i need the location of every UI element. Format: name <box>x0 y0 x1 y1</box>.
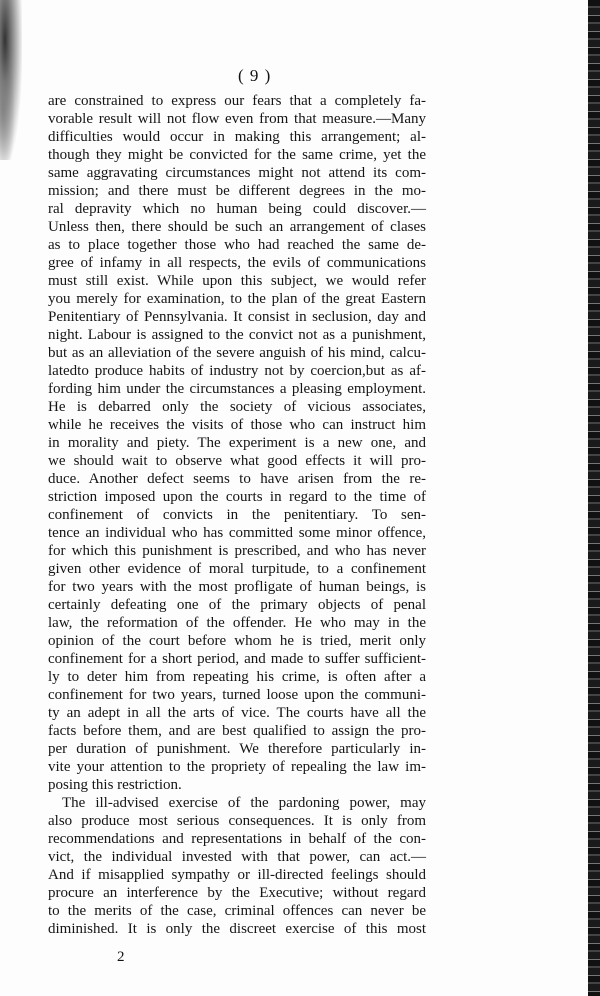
text-line: posing this restriction. <box>48 777 182 793</box>
text-line: ral depravity which no human being could discover.— <box>48 201 426 217</box>
text-line: ly to deter him from repeating his crime, is often after a <box>48 669 426 685</box>
text-line: are constrained to express our fears that a completely fa- <box>48 93 426 109</box>
text-line: mission; and there must be different degrees in the mo- <box>48 183 426 199</box>
body-text <box>48 92 426 938</box>
text-line: given other evidence of moral turpitude, to a confinement <box>48 561 426 577</box>
text-line: night. Labour is assigned to the convict not as a punishment, <box>48 327 426 343</box>
scan-edge-left <box>0 0 22 160</box>
scan-edge-right <box>588 0 600 996</box>
text-line: though they might be convicted for the same crime, yet the <box>48 147 426 163</box>
text-line: gree of infamy in all respects, the evils of communications <box>48 255 426 271</box>
text-line: as to place together those who had reached the same de- <box>48 237 426 253</box>
text-line: The ill-advised exercise of the pardoning power, may <box>62 795 426 811</box>
text-line: also produce most serious consequences. It is only from <box>48 813 426 829</box>
text-line: Unless then, there should be such an arrangement of clases <box>48 219 426 235</box>
text-line: duce. Another defect seems to have arisen from the re- <box>48 471 426 487</box>
text-line: vorable result will not flow even from that measure.—Many <box>48 111 426 127</box>
page-number: ( 9 ) <box>238 66 272 85</box>
text-line: certainly defeating one of the primary objects of penal <box>48 597 426 613</box>
text-line: ty an adept in all the arts of vice. The courts have all the <box>48 705 426 721</box>
text-line: recommendations and representations in behalf of the con- <box>48 831 426 847</box>
text-line: confinement of convicts in the penitentiary. To sen- <box>48 507 426 523</box>
text-line: fording him under the circumstances a pleasing employment. <box>48 381 426 397</box>
text-line: per duration of punishment. We therefore particularly in- <box>48 741 426 757</box>
text-line: for which this punishment is prescribed, and who has never <box>48 543 426 559</box>
text-line: diminished. It is only the discreet exercise of this most <box>48 921 426 937</box>
text-line: you merely for examination, to the plan of the great Eastern <box>48 291 426 307</box>
text-line: but as an alleviation of the severe anguish of his mind, calcu- <box>48 345 426 361</box>
text-line: difficulties would occur in making this arrangement; al- <box>48 129 426 145</box>
text-line: for two years with the most profligate of human beings, is <box>48 579 426 595</box>
text-line: He is debarred only the society of vicious associates, <box>48 399 426 415</box>
text-line: tence an individual who has committed some minor offence, <box>48 525 426 541</box>
text-line: we should wait to observe what good effects it will pro- <box>48 453 426 469</box>
text-line: in morality and piety. The experiment is a new one, and <box>48 435 426 451</box>
text-line: latedto produce habits of industry not by coercion,but as af- <box>48 363 426 379</box>
text-line: confinement for a short period, and made to suffer sufficient- <box>48 651 426 667</box>
text-line: same aggravating circumstances might not attend its com- <box>48 165 426 181</box>
text-line: opinion of the court before whom he is tried, merit only <box>48 633 426 649</box>
text-line: law, the reformation of the offender. He who may in the <box>48 615 426 631</box>
text-line: striction imposed upon the courts in regard to the time of <box>48 489 426 505</box>
text-line: while he receives the visits of those who can instruct him <box>48 417 426 433</box>
text-line: procure an interference by the Executive; without regard <box>48 885 426 901</box>
text-line: confinement for two years, turned loose upon the communi- <box>48 687 426 703</box>
signature-mark: 2 <box>117 949 125 965</box>
text-line: to the merits of the case, criminal offences can never be <box>48 903 426 919</box>
text-line: facts before them, and are best qualified to assign the pro- <box>48 723 426 739</box>
text-line: must still exist. While upon this subject, we would refer <box>48 273 426 289</box>
text-line: vict, the individual invested with that power, can act.— <box>48 849 426 865</box>
text-line: Penitentiary of Pennsylvania. It consist in seclusion, day and <box>48 309 426 325</box>
text-line: And if misapplied sympathy or ill-directed feelings should <box>48 867 426 883</box>
text-line: vite your attention to the propriety of repealing the law im- <box>48 759 426 775</box>
